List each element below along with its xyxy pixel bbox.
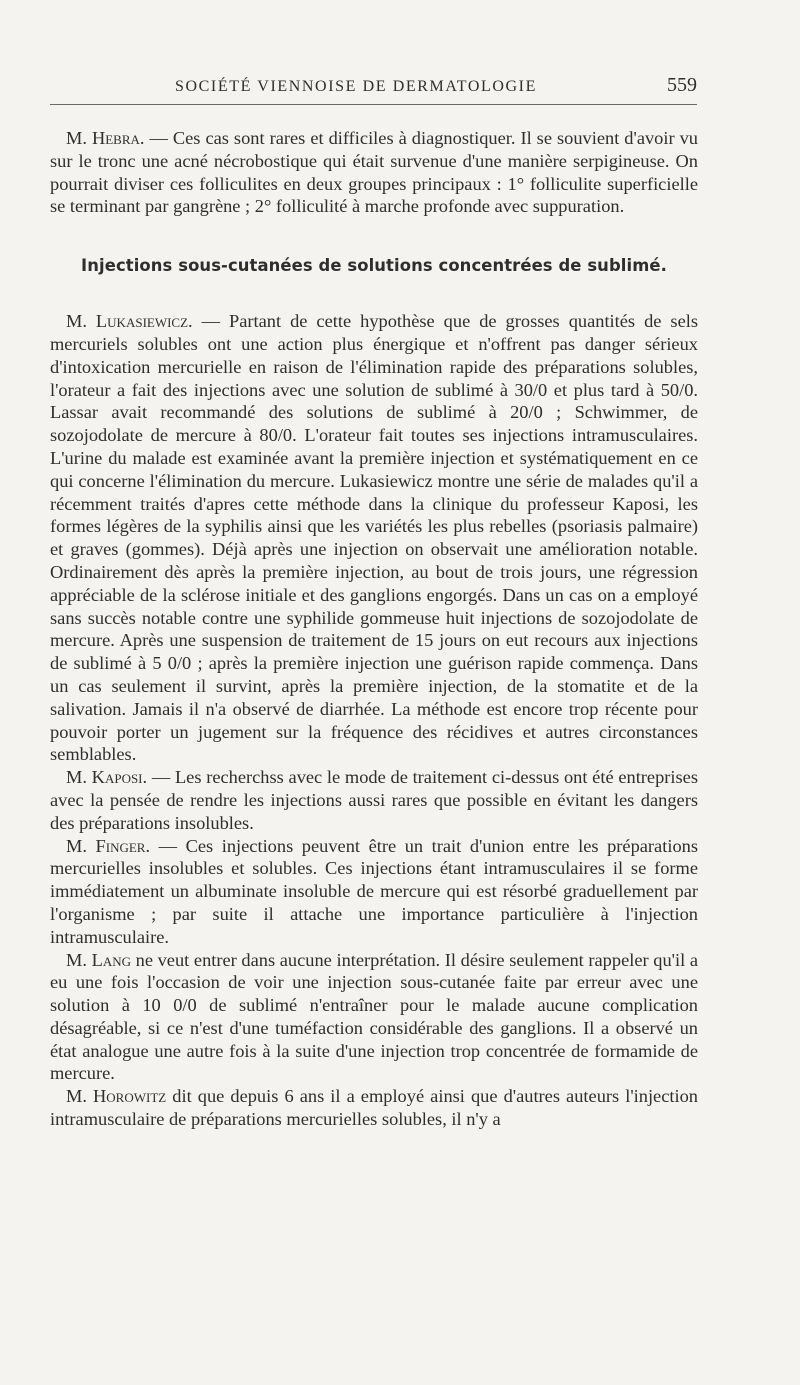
speaker-name: M. Lang [66,949,131,970]
section-title: Injections sous-cutanées de solutions concentrées de sublimé. [81,256,667,276]
paragraph-text: — Ces cas sont rares et difficiles à diagnostiquer. Il se souvient d'avoir vu sur le tronc une acné nécrobostique qui était survenue d'une manière serpigineuse. On pourrait diviser ces folliculites en deux groupes principaux : 1° folliculite superficielle se terminant par gangrène ; 2° folliculité à marche profonde avec suppuration. [50,128,698,217]
page-number: 559 [667,74,697,96]
paragraph-kaposi [50,766,698,834]
speaker-name: M. Finger. [66,835,151,856]
speaker-name: M. Kaposi. [66,767,148,788]
paragraph-text: dit que depuis 6 ans il a employé ainsi que d'autres auteurs l'injection intramusculaire de préparations mercurielles solubles, il n'y a [50,1086,698,1130]
body-text [50,127,698,1131]
speaker-name: M. Lukasiewicz. [66,311,193,332]
paragraph-horowitz [50,1085,698,1131]
paragraph-text: — Partant de cette hypothèse que de grosses quantités de sels mercuriels solubles ont une action plus énergique et n'offrent pas danger sérieux d'intoxication mercurielle en raison de l'élimination rapide des préparations solubles, l'orateur a fait des injections avec une solution de sublimé à 30/0 et plus tard à 50/0. Lassar avait recommandé des solutions de sublimé à 20/0 ; Schwimmer, de sozojodolate de mercure à 80/0. L'orateur fait toutes ses injections intramusculaires. L'urine du malade est examinée avant la première injection et systématiquement en ce qui concerne l'élimination du mercure. Lukasiewicz montre une série de malades qu'il a récemment traités d'apres cette méthode dans la clinique du professeur Kaposi, les formes légères de la syphilis ainsi que les variétés les plus rebelles (psoriasis palmaire) et graves (gommes). Déjà après une injection on observait une amélioration notable. Ordinairement dès après la première injection, au bout de trois jours, une régression appréciable de la sclérose initiale et des ganglions engorgés. Dans un cas on a employé sans succès notable contre une syphilide gommeuse huit injections de sozojodolate de mercure. Après une suspension de traitement de 15 jours on eut recours aux injections de sublimé à 5 0/0 ; après la première injection une guérison rapide commença. Dans un cas seulement il survint, après la première injection, de la stomatite et de la salivation. Jamais il n'a observé de diarrhée. La méthode est encore trop récente pour pouvoir porter un jugement sur la fréquence des récidives et autres circonstances semblables. [50,311,699,765]
paragraph-hebra [50,127,698,218]
paragraph-lang [50,949,698,1086]
paragraph-text: — Les recherchss avec le mode de traitement ci-dessus ont été entreprises avec la pensée de rendre les injections aussi rares que possible en évitant les dangers des préparations insolubles. [50,767,698,833]
header-rule [50,104,697,105]
paragraph-finger [50,835,698,949]
running-title: SOCIÉTÉ VIENNOISE DE DERMATOLOGIE [175,78,537,95]
running-head [50,74,697,104]
paragraph-text: ne veut entrer dans aucune interprétation. Il désire seulement rappeler qu'il a eu une fois l'occasion de voir une injection sous-cutanée faite par erreur avec une solution à 10 0/0 de sublimé n'entraîner pour le malade aucune complication désagréable, si ce n'est d'une tuméfaction considérable des ganglions. Il a observé un état analogue une autre fois à la suite d'une injection trop concentrée de formamide de mercure. [50,949,698,1084]
speaker-name: M. Horowitz [66,1086,167,1107]
paragraph-text: — Ces injections peuvent être un trait d'union entre les préparations mercurielles insolubles et solubles. Ces injections étant intramusculaires il se forme immédiatement un albuminate insoluble de mercure qui est résorbé graduellement par l'organisme ; par suite il attache une importance particulière à l'injection intramusculaire. [50,835,698,947]
speaker-name: M. Hebra. [66,128,145,148]
paragraph-lukasiewicz [50,310,698,766]
